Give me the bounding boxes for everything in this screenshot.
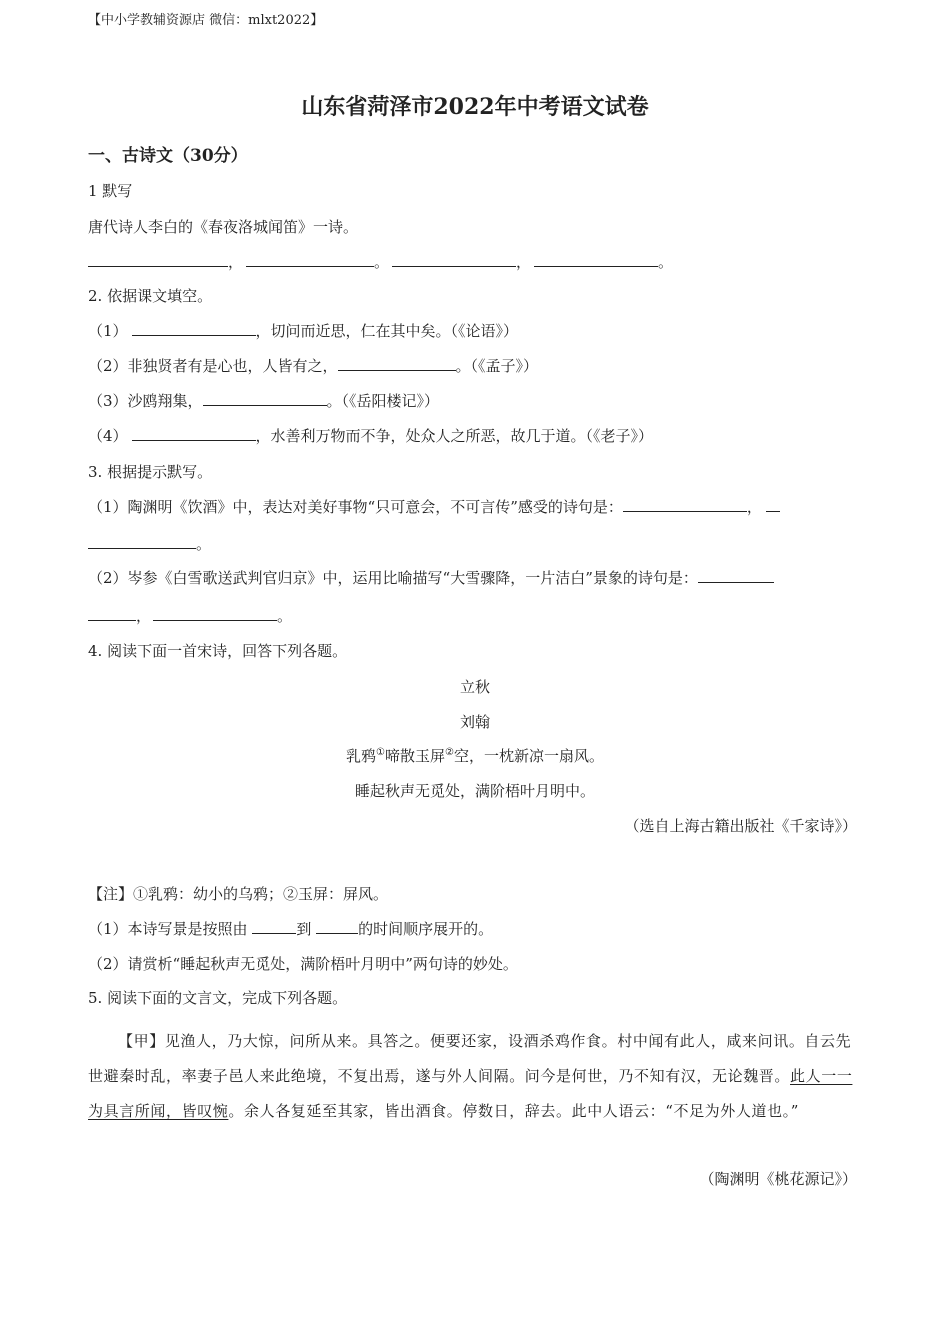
underlined-sentence: 此人一一为具言所闻，皆叹惋 xyxy=(88,1067,853,1120)
poem-line-2: 睡起秋声无觅处，满阶梧叶月明中。 xyxy=(354,782,595,800)
answer-blank[interactable] xyxy=(392,252,516,267)
q1-prompt: 唐代诗人李白的《春夜洛城闻笛》一诗。 xyxy=(88,218,359,236)
footnote-marker: ① xyxy=(376,747,385,758)
punct: 。 xyxy=(196,535,212,553)
item-text: （2）岑参《白雪歌送武判官归京》中，运用比喻描写“大雪骤降，一片洁白”景象的诗句是： xyxy=(88,569,698,587)
item-text: 。（《孟子》） xyxy=(455,357,539,375)
item-text: 。（《岳阳楼记》） xyxy=(326,392,440,410)
punct: ， xyxy=(136,607,152,625)
punct: 。 xyxy=(277,607,293,625)
answer-blank[interactable] xyxy=(153,606,277,621)
passage-label: 【甲】 xyxy=(118,1032,165,1050)
answer-blank[interactable] xyxy=(132,321,256,336)
footnote-marker: ② xyxy=(445,747,454,758)
answer-blank[interactable] xyxy=(88,534,196,549)
poem-note: 【注】①乳鸦：幼小的乌鸦；②玉屏：屏风。 xyxy=(88,885,389,903)
answer-blank[interactable] xyxy=(623,497,747,512)
answer-blank[interactable] xyxy=(246,252,374,267)
answer-blank[interactable] xyxy=(88,606,136,621)
q2-item-2 xyxy=(88,356,538,376)
passage-source: （陶渊明《桃花源记》） xyxy=(699,1170,857,1188)
watermark-header: 【中小学教辅资源店 微信：mlxt2022】 xyxy=(88,13,324,28)
punct: 。 xyxy=(658,253,674,271)
q3-item-1-cont xyxy=(88,534,211,554)
answer-blank[interactable] xyxy=(534,252,658,267)
classical-passage xyxy=(88,1024,857,1129)
page-title: 山东省菏泽市2022年中考语文试卷 xyxy=(301,94,649,120)
q2-item-3 xyxy=(88,391,439,411)
q2-item-4 xyxy=(88,426,653,446)
q1-heading: 1 默写 xyxy=(88,182,133,200)
q3-item-2 xyxy=(88,568,774,588)
q2-item-1 xyxy=(88,321,518,341)
answer-blank[interactable] xyxy=(203,391,327,406)
answer-blank[interactable] xyxy=(338,356,456,371)
answer-blank[interactable] xyxy=(698,568,774,583)
q3-item-1 xyxy=(88,497,780,517)
item-text: （1）陶渊明《饮酒》中，表达对美好事物“只可意会，不可言传”感受的诗句是： xyxy=(88,498,623,516)
poem-text: 啼散玉屏 xyxy=(384,747,445,765)
punct: ， xyxy=(228,253,244,271)
q1-blanks xyxy=(88,252,673,272)
poem-text: 空，一枕新凉一扇风。 xyxy=(453,747,604,765)
poem-title: 立秋 xyxy=(459,678,490,696)
answer-blank[interactable] xyxy=(132,426,256,441)
q3-item-2-cont xyxy=(88,606,292,626)
item-text: （4） xyxy=(88,427,128,445)
item-text: （1）本诗写景是按照由 xyxy=(88,920,253,938)
item-text: （2）非独贤者有是心也，人皆有之， xyxy=(88,357,338,375)
item-text: 到 xyxy=(296,920,317,938)
answer-blank[interactable] xyxy=(316,919,358,934)
passage-text: 。余人各复延至其家，皆出酒食。停数日，辞去。此中人语云：“不足为外人道也。” xyxy=(228,1102,800,1120)
item-text: ，切问而近思，仁在其中矣。（《论语》） xyxy=(255,322,519,340)
punct: ， xyxy=(746,498,762,516)
poem-line-1 xyxy=(0,746,950,766)
answer-blank[interactable] xyxy=(88,252,228,267)
q4-heading: 4. 阅读下面一首宋诗，回答下列各题。 xyxy=(88,642,348,660)
item-text: ，水善利万物而不争，处众人之所恶，故几于道。（《老子》） xyxy=(255,427,654,445)
poem-text: 乳鸦 xyxy=(346,747,377,765)
q4-sub-2: （2）请赏析“睡起秋声无觅处，满阶梧叶月明中”两句诗的妙处。 xyxy=(88,955,518,973)
answer-blank[interactable] xyxy=(766,497,780,512)
q5-heading: 5. 阅读下面的文言文，完成下列各题。 xyxy=(88,989,348,1007)
passage-text: 见渔人，乃大惊，问所从来。具答之。便要还家，设酒杀鸡作食。村中闻有此人，咸来问讯。自云先世避秦时乱，率妻子邑人来此绝境，不复出焉，遂与外人间隔。问今是何世，乃不知有汉，无论魏晋。 xyxy=(88,1032,852,1085)
q4-sub-1 xyxy=(88,919,493,939)
poem-author: 刘翰 xyxy=(459,713,490,731)
q3-heading: 3. 根据提示默写。 xyxy=(88,463,213,481)
item-text: （3）沙鸥翔集， xyxy=(88,392,203,410)
item-text: 的时间顺序展开的。 xyxy=(358,920,494,938)
punct: 。 xyxy=(374,253,390,271)
section-heading: 一、古诗文（30分） xyxy=(88,146,248,166)
poem-source: （选自上海古籍出版社《千家诗》） xyxy=(624,817,857,835)
punct: ， xyxy=(516,253,532,271)
q2-heading: 2. 依据课文填空。 xyxy=(88,287,213,305)
item-text: （1） xyxy=(88,322,128,340)
answer-blank[interactable] xyxy=(252,919,296,934)
